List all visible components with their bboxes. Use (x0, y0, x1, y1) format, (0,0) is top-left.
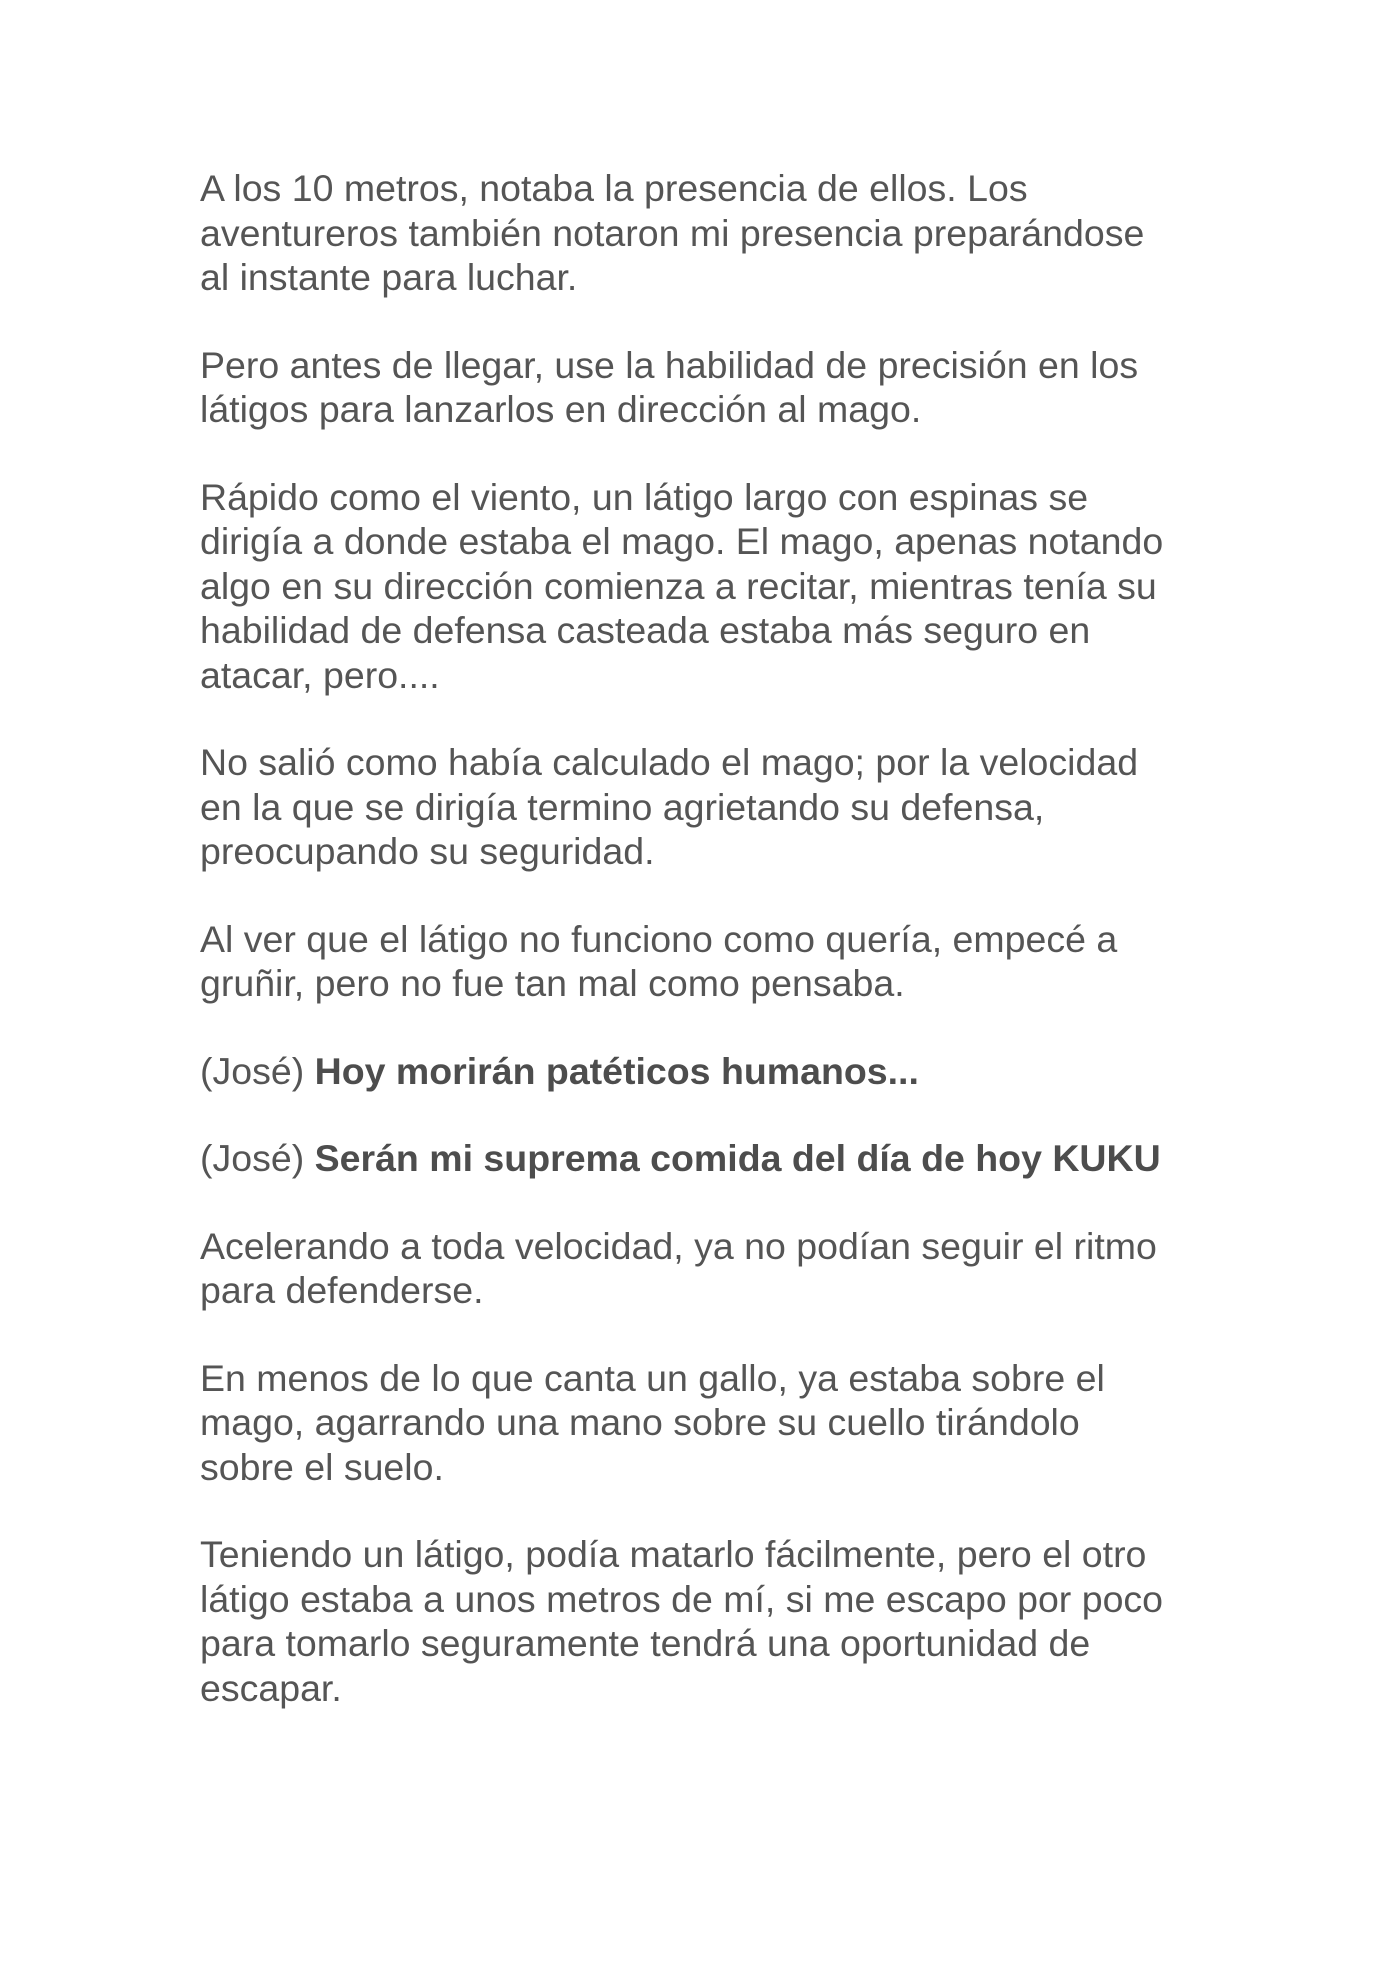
dialogue-speech: Hoy morirán patéticos humanos... (314, 1049, 919, 1092)
paragraph-4: No salió como había calculado el mago; por la velocidad en la que se dirigía termino agrietando su defensa, preocupando su seguridad. (200, 741, 1139, 872)
paragraph-6: Acelerando a toda velocidad, ya no podían seguir el ritmo para defenderse. (200, 1224, 1157, 1311)
dialogue-line-2 (200, 1136, 1220, 1181)
paragraph-8: Teniendo un látigo, podía matarlo fácilmente, pero el otro látigo estaba a unos metros de mí, si me escapo por poco para tomarlo seguramente tendrá una oportunidad de escapar. (200, 1533, 1164, 1709)
paragraph-5: Al ver que el látigo no funciono como quería, empecé a gruñir, pero no fue tan mal como pensaba. (200, 917, 1118, 1004)
dialogue-speaker: (José) (200, 1137, 315, 1179)
paragraph-1: A los 10 metros, notaba la presencia de ellos. Los aventureros también notaron mi presencia preparándose al instante para luchar. (200, 167, 1145, 298)
document-page (200, 166, 1220, 1753)
dialogue-line-1 (200, 1049, 1220, 1094)
dialogue-speaker: (José) (200, 1049, 315, 1092)
paragraph-7: En menos de lo que canta un gallo, ya estaba sobre el mago, agarrando una mano sobre su cuello tirándolo sobre el suelo. (200, 1356, 1105, 1488)
paragraph-2: Pero antes de llegar, use la habilidad de precisión en los látigos para lanzarlos en dirección al mago. (200, 343, 1139, 430)
paragraph-3: Rápido como el viento, un látigo largo con espinas se dirigía a donde estaba el mago. El mago, apenas notando algo en su dirección comienza a recitar, mientras tenía su habilidad de defensa casteada estaba más seguro en atacar, pero.... (200, 475, 1164, 696)
dialogue-speech: Serán mi suprema comida del día de hoy KUKU (314, 1137, 1161, 1179)
